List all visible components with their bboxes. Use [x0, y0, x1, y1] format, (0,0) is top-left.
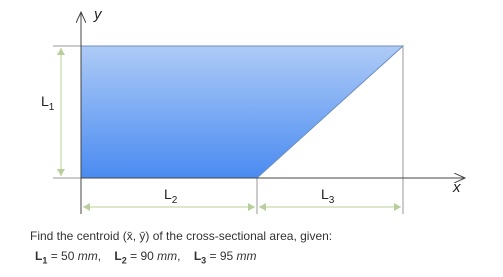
x-axis-label: x — [453, 179, 461, 196]
dimension-label-l2: $L_2$ — [164, 186, 178, 206]
given-l1: $L_1 = 50$ mm, — [35, 249, 102, 266]
y-axis-label: y — [94, 6, 102, 23]
given-values — [35, 248, 267, 268]
dimension-label-l1: $L_1$ — [41, 93, 55, 113]
cross-section-area — [81, 46, 403, 178]
given-l3: $L_3 = 95$ mm — [193, 249, 257, 266]
given-l2: $L_2 = 90$ mm, — [114, 249, 181, 266]
dimension-label-l3: $L_3$ — [321, 186, 335, 206]
problem-caption: Find the centroid (x̄, ȳ) of the cross-sectional area, given: — [30, 229, 333, 243]
